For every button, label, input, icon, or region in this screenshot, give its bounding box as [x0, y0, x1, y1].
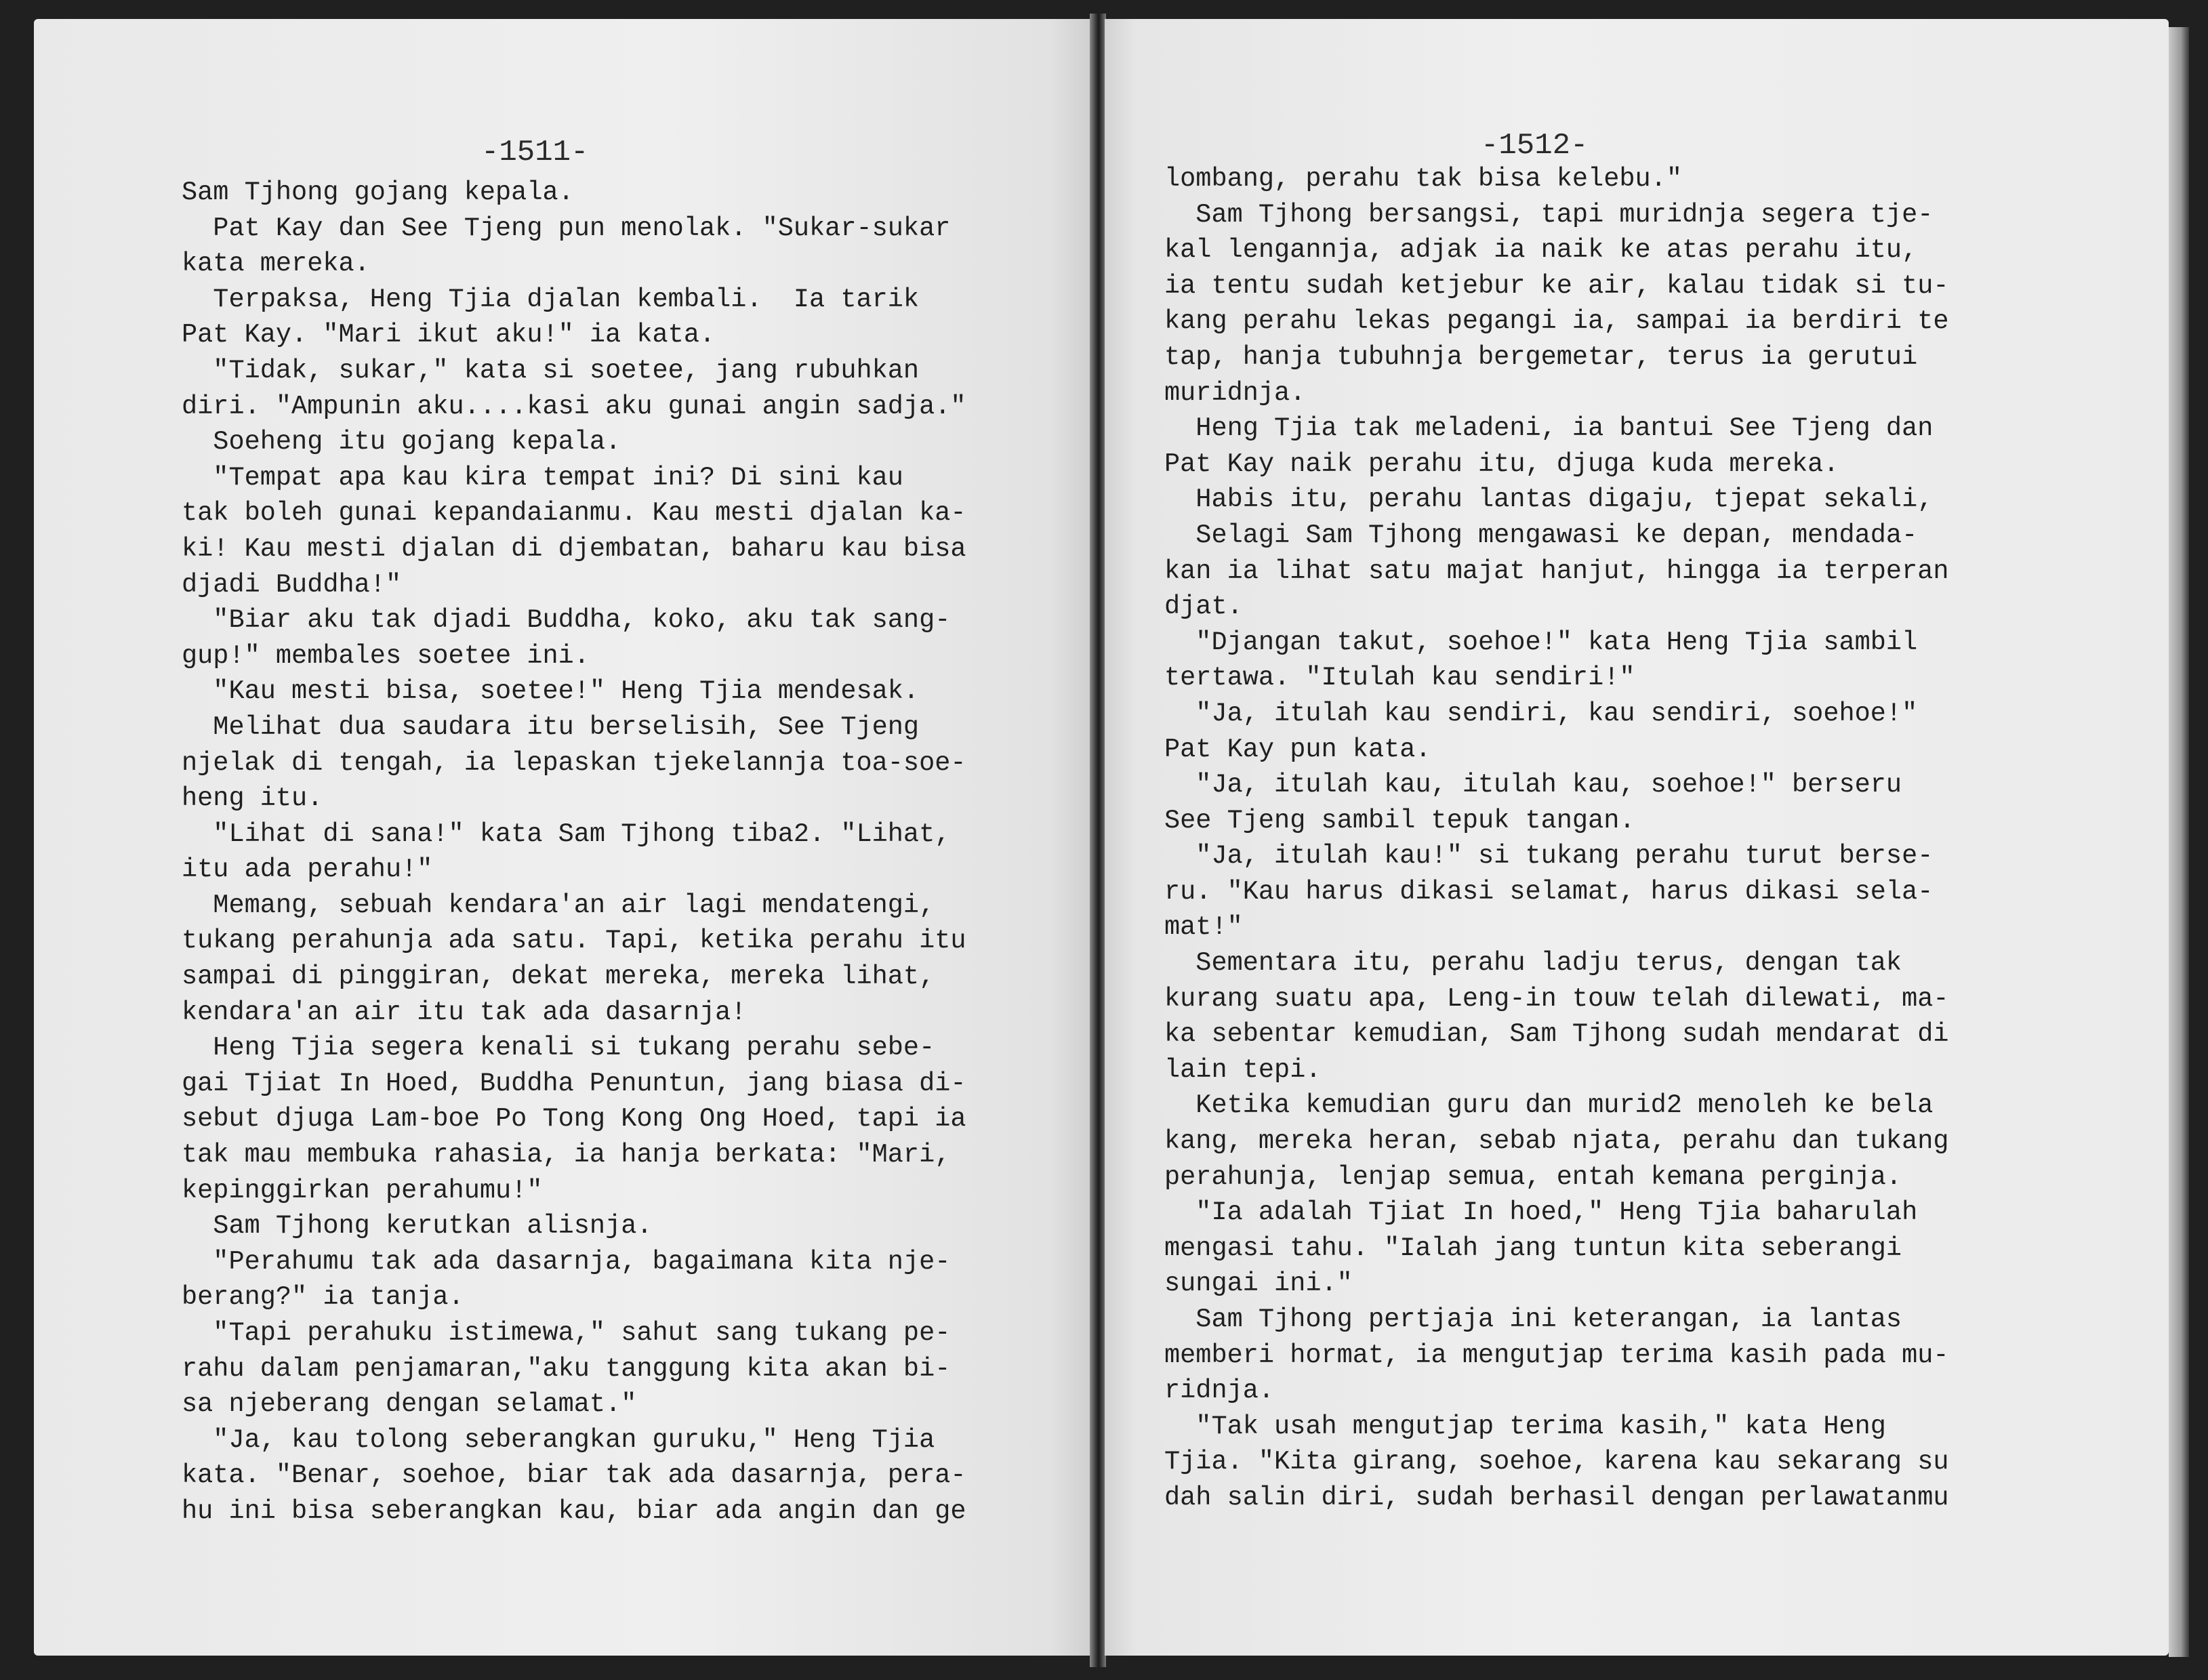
text-line: sungai ini." [1164, 1269, 1353, 1299]
text-line: "Lihat di sana!" kata Sam Tjhong tiba2. "Lihat, [182, 819, 951, 849]
text-line: heng itu. [182, 783, 323, 814]
text-line: "Biar aku tak djadi Buddha, koko, aku tak sang- [182, 605, 951, 636]
text-line: Pat Kay dan See Tjeng pun menolak. "Sukar-sukar [182, 213, 951, 243]
text-line: perahunja, lenjap semua, entah kemana perginja. [1164, 1162, 1902, 1192]
text-line: Pat Kay. "Mari ikut aku!" ia kata. [182, 320, 716, 350]
text-line: ka sebentar kemudian, Sam Tjhong sudah mendarat di [1164, 1019, 1949, 1050]
text-line: diri. "Ampunin aku....kasi aku gunai angin sadja." [182, 391, 966, 422]
right-page-number: -1512- [1481, 129, 1589, 163]
text-line: ru. "Kau harus dikasi selamat, harus dikasi sela- [1164, 876, 1934, 907]
text-line: itu ada perahu!" [182, 855, 433, 885]
text-line: kang, mereka heran, sebab njata, perahu dan tukang [1164, 1126, 1949, 1157]
text-line: "Ja, kau tolong seberangkan guruku," Heng Tjia [182, 1425, 935, 1455]
text-line: Ketika kemudian guru dan murid2 menoleh ke bela [1164, 1090, 1934, 1121]
text-line: Pat Kay naik perahu itu, djuga kuda mereka. [1164, 449, 1839, 479]
text-line: Sam Tjhong kerutkan alisnja. [182, 1211, 653, 1242]
text-line: djat. [1164, 592, 1243, 622]
text-line: Pat Kay pun kata. [1164, 734, 1431, 764]
text-line: Heng Tjia tak meladeni, ia bantui See Tjeng dan [1164, 413, 1934, 444]
text-line: Sam Tjhong bersangsi, tapi muridnja segera tje- [1164, 199, 1934, 230]
page-edge [2169, 27, 2189, 1657]
left-page-text [182, 175, 1049, 1530]
text-line: Terpaksa, Heng Tjia djalan kembali. Ia tarik [182, 284, 920, 314]
text-line: Memang, sebuah kendara'an air lagi mendatengi, [182, 890, 935, 920]
text-line: tertawa. "Itulah kau sendiri!" [1164, 663, 1635, 693]
text-line: lain tepi. [1164, 1054, 1322, 1085]
text-line: kepinggirkan perahumu!" [182, 1175, 543, 1206]
text-line: sa njeberang dengan selamat." [182, 1389, 637, 1420]
text-line: "Tapi perahuku istimewa," sahut sang tukang pe- [182, 1318, 951, 1348]
right-page-text [1164, 161, 2039, 1516]
text-line: hu ini bisa seberangkan kau, biar ada angin dan ge [182, 1496, 966, 1526]
text-line: dah salin diri, sudah berhasil dengan perlawatanmu [1164, 1482, 1949, 1513]
text-line: muridnja. [1164, 377, 1306, 408]
text-line: gai Tjiat In Hoed, Buddha Penuntun, jang biasa di- [182, 1068, 966, 1099]
text-line: memberi hormat, ia mengutjap terima kasih pada mu- [1164, 1340, 1949, 1370]
text-line: "Tempat apa kau kira tempat ini? Di sini kau [182, 462, 903, 493]
text-line: "Tak usah mengutjap terima kasih," kata Heng [1164, 1411, 1886, 1441]
text-line: tap, hanja tubuhnja bergemetar, terus ia gerutui [1164, 342, 1918, 372]
text-line: sampai di pinggiran, dekat mereka, mereka lihat, [182, 962, 935, 992]
text-line: ia tentu sudah ketjebur ke air, kalau tidak si tu- [1164, 270, 1949, 301]
text-line: njelak di tengah, ia lepaskan tjekelannja toa-soe- [182, 747, 966, 778]
text-line: "Djangan takut, soehoe!" kata Heng Tjia sambil [1164, 627, 1918, 657]
text-line: tak mau membuka rahasia, ia hanja berkata: "Mari, [182, 1140, 951, 1170]
text-line: See Tjeng sambil tepuk tangan. [1164, 805, 1635, 836]
text-line: Sementara itu, perahu ladju terus, dengan tak [1164, 948, 1902, 979]
text-line: Soeheng itu gojang kepala. [182, 427, 621, 457]
text-line: kurang suatu apa, Leng-in touw telah dilewati, ma- [1164, 983, 1949, 1014]
text-line: mat!" [1164, 912, 1243, 943]
text-line: Melihat dua saudara itu berselisih, See Tjeng [182, 712, 920, 742]
text-line: Tjia. "Kita girang, soehoe, karena kau sekarang su [1164, 1447, 1949, 1477]
text-line: tukang perahunja ada satu. Tapi, ketika perahu itu [182, 926, 966, 956]
text-line: "Perahumu tak ada dasarnja, bagaimana kita nje- [182, 1246, 951, 1277]
text-line: "Kau mesti bisa, soetee!" Heng Tjia mendesak. [182, 676, 920, 707]
text-line: kata. "Benar, soehoe, biar tak ada dasarnja, pera- [182, 1460, 966, 1491]
text-line: tak boleh gunai kepandaianmu. Kau mesti djalan ka- [182, 498, 966, 529]
text-line: "Ja, itulah kau, itulah kau, soehoe!" berseru [1164, 770, 1902, 800]
text-line: Sam Tjhong pertjaja ini keterangan, ia lantas [1164, 1305, 1902, 1334]
text-line: ki! Kau mesti djalan di djembatan, baharu kau bisa [182, 533, 966, 564]
text-line: kata mereka. [182, 249, 370, 279]
text-line: Heng Tjia segera kenali si tukang perahu sebe- [182, 1033, 935, 1063]
text-line: djadi Buddha!" [182, 569, 402, 600]
text-line: berang?" ia tanja. [182, 1282, 464, 1313]
text-line: kang perahu lekas pegangi ia, sampai ia berdiri te [1164, 306, 1949, 337]
text-line: ridnja. [1164, 1376, 1275, 1406]
text-line: kendara'an air itu tak ada dasarnja! [182, 997, 747, 1027]
text-line: gup!" membales soetee ini. [182, 640, 590, 671]
text-line: "Tidak, sukar," kata si soetee, jang rubuhkan [182, 355, 920, 386]
text-line: lombang, perahu tak bisa kelebu." [1164, 164, 1682, 194]
text-line: rahu dalam penjamaran,"aku tanggung kita akan bi- [182, 1353, 951, 1384]
text-line: kal lengannja, adjak ia naik ke atas perahu itu, [1164, 235, 1918, 266]
text-line: Selagi Sam Tjhong mengawasi ke depan, mendada- [1164, 520, 1918, 550]
text-line: Habis itu, perahu lantas digaju, tjepat sekali, [1164, 485, 1934, 515]
text-line: kan ia lihat satu majat hanjut, hingga ia terperan [1164, 556, 1949, 586]
text-line: Sam Tjhong gojang kepala. [182, 178, 574, 207]
text-line: "Ia adalah Tjiat In hoed," Heng Tjia baharulah [1164, 1197, 1918, 1228]
text-line: "Ja, itulah kau sendiri, kau sendiri, soehoe!" [1164, 698, 1918, 729]
text-line: mengasi tahu. "Ialah jang tuntun kita seberangi [1164, 1233, 1902, 1263]
text-line: sebut djuga Lam-boe Po Tong Kong Ong Hoed, tapi ia [182, 1104, 966, 1134]
book-gutter [1090, 14, 1106, 1667]
left-page-number: -1511- [481, 136, 589, 169]
text-line: "Ja, itulah kau!" si tukang perahu turut berse- [1164, 841, 1934, 872]
